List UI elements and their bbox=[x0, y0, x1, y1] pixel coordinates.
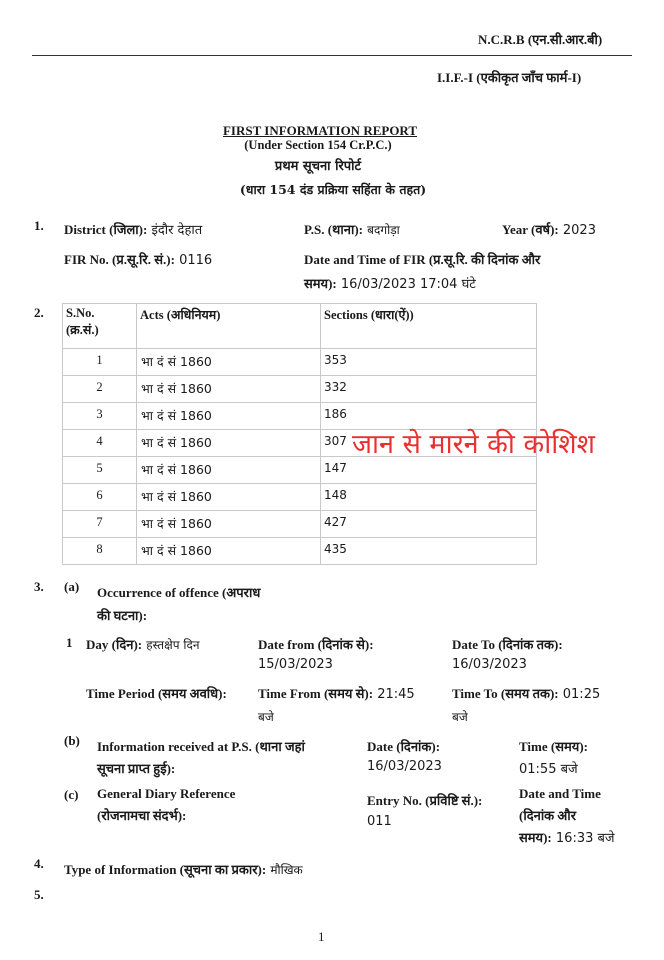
row-section: 307 bbox=[321, 430, 537, 457]
table-row bbox=[63, 538, 537, 565]
info-received-label: Information received at P.S. (थाना जहां bbox=[97, 739, 305, 754]
ps-value: बदगोड़ा bbox=[367, 223, 400, 237]
header-sections: Sections (धारा(ऐं)) bbox=[321, 304, 537, 349]
row-sno: 7 bbox=[63, 511, 137, 538]
info-time-value: 01:55 बजे bbox=[519, 762, 578, 777]
title-hi: प्रथम सूचना रिपोर्ट bbox=[274, 159, 362, 174]
row-act: भा दं सं 1860 bbox=[137, 376, 321, 403]
occurrence-label-2: की घटना): bbox=[97, 608, 148, 623]
occurrence-label: Occurrence of offence (अपराध bbox=[97, 585, 261, 600]
row-section: 148 bbox=[321, 484, 537, 511]
section-5-number: 5. bbox=[34, 887, 44, 902]
date-to-value: 16/03/2023 bbox=[452, 657, 527, 672]
fir-no-value: 0116 bbox=[179, 253, 213, 268]
row-sno: 3 bbox=[63, 403, 137, 430]
info-type-label: Type of Information (सूचना का प्रकार): bbox=[64, 862, 267, 877]
row-act: भा दं सं 1860 bbox=[137, 457, 321, 484]
row-section: 353 bbox=[321, 349, 537, 376]
sub-b-label: (b) bbox=[64, 733, 80, 748]
date-to-label: Date To (दिनांक तक): bbox=[452, 637, 563, 652]
time-to-unit: बजे bbox=[452, 710, 468, 724]
row-act: भा दं सं 1860 bbox=[137, 538, 321, 565]
table-row bbox=[63, 511, 537, 538]
general-diary-label: General Diary Reference bbox=[97, 786, 236, 801]
row-section: 186 bbox=[321, 403, 537, 430]
row-sno: 6 bbox=[63, 484, 137, 511]
header-acts: Acts (अधिनियम) bbox=[137, 304, 321, 349]
row-section: 147 bbox=[321, 457, 537, 484]
page-title: FIRST INFORMATION REPORT bbox=[222, 123, 418, 138]
year-value: 2023 bbox=[562, 223, 596, 238]
time-to-field bbox=[452, 684, 600, 702]
form-label: I.I.F.-I (एकीकृत जाँच फार्म-I) bbox=[437, 70, 582, 85]
info-received-label-2: सूचना प्राप्त हुई): bbox=[97, 761, 176, 776]
red-annotation: जान से मारने की कोशिश bbox=[352, 429, 595, 460]
day-value: हस्तक्षेप दिन bbox=[146, 638, 200, 652]
table-row bbox=[63, 484, 537, 511]
year-field bbox=[502, 220, 596, 238]
header-rule bbox=[32, 55, 632, 56]
time-to-value: 01:25 bbox=[562, 687, 601, 702]
fir-datetime-value: 16/03/2023 17:04 घंटे bbox=[340, 277, 476, 292]
table-row bbox=[63, 349, 537, 376]
entry-no-label: Entry No. (प्रविष्टि सं.): bbox=[367, 793, 483, 808]
gd-datetime-label-3: समय): bbox=[519, 830, 552, 845]
header-sno: S.No. (क्र.सं.) bbox=[63, 304, 137, 349]
section-2-number: 2. bbox=[34, 305, 44, 320]
entry-no-value: 011 bbox=[367, 814, 392, 829]
row-act: भा दं सं 1860 bbox=[137, 403, 321, 430]
fir-no-label: FIR No. (प्र.सू.रि. सं.): bbox=[64, 252, 175, 267]
row-sno: 1 bbox=[63, 349, 137, 376]
sub-a-label: (a) bbox=[64, 579, 80, 594]
fir-datetime-field bbox=[304, 274, 476, 292]
general-diary-label-2: (रोजनामचा संदर्भ): bbox=[97, 808, 187, 823]
title-sub-en: (Under Section 154 Cr.P.C.) bbox=[244, 138, 392, 152]
time-to-label: Time To (समय तक): bbox=[452, 686, 559, 701]
page-number: 1 bbox=[318, 929, 325, 944]
row-act: भा दं सं 1860 bbox=[137, 511, 321, 538]
time-from-label: Time From (समय से): bbox=[258, 686, 374, 701]
row-section: 435 bbox=[321, 538, 537, 565]
gd-datetime-label: Date and Time bbox=[519, 786, 601, 801]
year-label: Year (वर्ष): bbox=[502, 222, 559, 237]
section-1-number: 1. bbox=[34, 218, 44, 233]
ps-field bbox=[304, 220, 400, 238]
ncrb-label: N.C.R.B (एन.सी.आर.बी) bbox=[478, 32, 603, 47]
time-from-value: 21:45 bbox=[377, 687, 415, 702]
district-value: इंदौर देहात bbox=[151, 223, 203, 238]
sub-c-label: (c) bbox=[64, 787, 79, 802]
row-sno: 2 bbox=[63, 376, 137, 403]
day-label: Day (दिन): bbox=[86, 637, 143, 652]
row-act: भा दं सं 1860 bbox=[137, 430, 321, 457]
district-label: District (जिला): bbox=[64, 222, 148, 237]
date-from-label: Date from (दिनांक से): bbox=[258, 637, 374, 652]
row-section: 332 bbox=[321, 376, 537, 403]
fir-datetime-label-2: समय): bbox=[304, 276, 337, 291]
row-sno: 8 bbox=[63, 538, 137, 565]
section-3-number: 3. bbox=[34, 579, 44, 594]
time-period-label: Time Period (समय अवधि): bbox=[86, 686, 227, 701]
acts-table-header bbox=[63, 304, 537, 349]
info-date-value: 16/03/2023 bbox=[367, 759, 442, 774]
section-4-number: 4. bbox=[34, 856, 44, 871]
fir-datetime-label: Date and Time of FIR (प्र.सू.रि. की दिनांक और bbox=[304, 252, 541, 267]
info-time-label: Time (समय): bbox=[519, 739, 588, 754]
time-from-unit: बजे bbox=[258, 710, 274, 724]
gd-datetime-label-2: (दिनांक और bbox=[519, 808, 577, 823]
district-field bbox=[64, 220, 202, 238]
row-act: भा दं सं 1860 bbox=[137, 349, 321, 376]
info-type-value: मौखिक bbox=[270, 863, 303, 877]
row-act: भा दं सं 1860 bbox=[137, 484, 321, 511]
row-sno: 4 bbox=[63, 430, 137, 457]
title-sub-hi: (धारा 154 दंड प्रक्रिया सहिंता के तहत) bbox=[239, 182, 427, 197]
ps-label: P.S. (थाना): bbox=[304, 222, 363, 237]
day-field bbox=[86, 635, 200, 653]
table-row bbox=[63, 376, 537, 403]
row-sno: 5 bbox=[63, 457, 137, 484]
occurrence-index: 1 bbox=[66, 635, 73, 650]
date-from-value: 15/03/2023 bbox=[258, 657, 333, 672]
info-date-label: Date (दिनांक): bbox=[367, 739, 441, 754]
info-type-field bbox=[64, 860, 303, 878]
gd-datetime-value: 16:33 बजे bbox=[555, 831, 615, 846]
gd-datetime-field bbox=[519, 828, 615, 846]
row-section: 427 bbox=[321, 511, 537, 538]
fir-no-field bbox=[64, 250, 212, 268]
time-from-field bbox=[258, 684, 415, 702]
